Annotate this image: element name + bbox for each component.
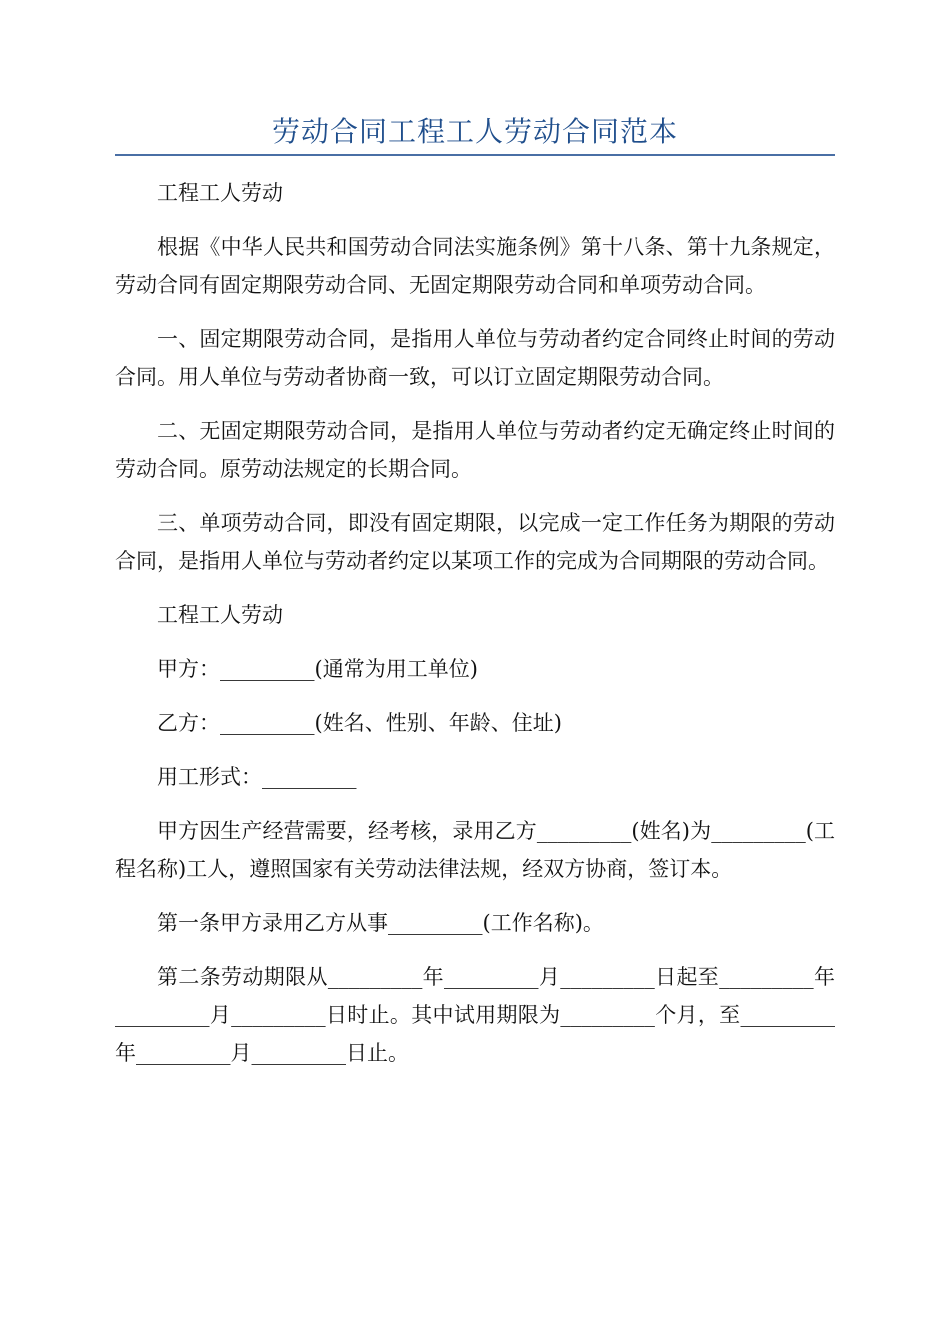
paragraph-hiring: 甲方因生产经营需要，经考核，录用乙方_________(姓名)为_________(工程名称)工人，遵照国家有关劳动法律法规，经双方协商，签订本。 — [115, 819, 835, 881]
title-underline — [115, 154, 835, 156]
document-body — [115, 174, 835, 1088]
paragraph-single-task: 三、单项劳动合同，即没有固定期限，以完成一定工作任务为期限的劳动合同，是指用人单位与劳动者约定以某项工作的完成为合同期限的劳动合同。 — [115, 511, 835, 573]
party-b-line: 乙方：_________(姓名、性别、年龄、住址) — [157, 711, 562, 735]
paragraph-fixed-term: 一、固定期限劳动合同，是指用人单位与劳动者约定合同终止时间的劳动合同。用人单位与劳动者协商一致，可以订立固定期限劳动合同。 — [115, 327, 835, 389]
paragraph-regulation: 根据《中华人民共和国劳动合同法实施条例》第十八条、第十九条规定，劳动合同有固定期限劳动合同、无固定期限劳动合同和单项劳动合同。 — [115, 235, 835, 297]
party-a-line: 甲方：_________(通常为用工单位) — [157, 657, 478, 681]
article-2: 第二条劳动期限从_________年_________月_________日起至_________年_________月_________日时止。其中试用期限为_________个月，至_________年_________月_________日止。 — [115, 965, 835, 1065]
document-title: 劳动合同工程工人劳动合同范本 — [271, 115, 678, 148]
employment-form-line: 用工形式：_________ — [157, 765, 357, 789]
paragraph-open-ended: 二、无固定期限劳动合同，是指用人单位与劳动者约定无确定终止时间的劳动合同。原劳动法规定的长期合同。 — [115, 419, 835, 481]
paragraph-heading-1: 工程工人劳动 — [157, 181, 283, 205]
article-1: 第一条甲方录用乙方从事_________(工作名称)。 — [157, 911, 604, 935]
paragraph-heading-2: 工程工人劳动 — [157, 603, 283, 627]
